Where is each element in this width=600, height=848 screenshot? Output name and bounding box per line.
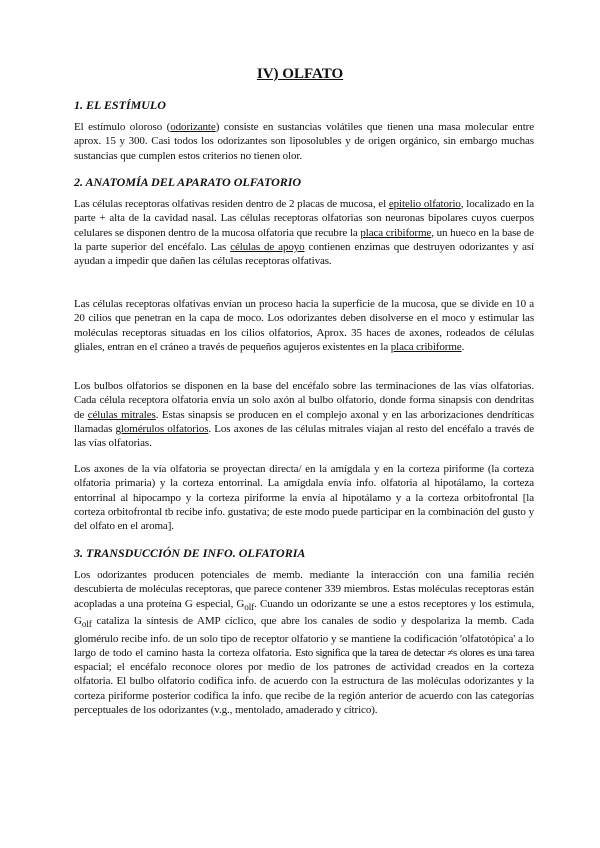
section-heading-anatomia: 2. ANATOMÍA DEL APARATO OLFATORIO: [74, 175, 302, 189]
term-placa-cribiforme: placa cribiforme: [360, 226, 432, 239]
text-segment: Los odorizantes producen potenciales de memb. mediante la interacción con una familia recién descubierta de moléculas receptoras, que parece contener 339 miembros. Estas moléculas receptoras están acopladas a una proteína G especial, G: [74, 569, 534, 610]
text-segment: cataliza la síntesis de AMP cíclico, que abre los canales de sodio y despolariza la memb. Cada glomérulo recibe info. de un solo tipo de receptor olfatorio y se mantiene la codificación 'olfatotópica' a lo largo de todo el camino hasta la corteza olfatoria.: [74, 615, 534, 659]
text-segment: Los bulbos olfatorios se disponen en la base del encéfalo sobre las terminaciones de las vías olfatorias. Cada célula receptora olfatoria envía un solo axón al bulbo olfatorio, donde forma sinapsis con dendritas de: [74, 380, 534, 421]
text-segment: Las células receptoras olfativas envían un proceso hacia la superficie de la mucosa, que se divide en 10 a 20 cilios que penetran en la capa de moco. Los odorizantes deben disolverse en el moco y estimular las moléculas receptoras situadas en los cilios olfatorios, Aprox. 35 haces de axones, rodeados de células gliales, entran en el cráneo a través de pequeños agujeros existentes en la: [74, 298, 534, 353]
text-segment: Las células receptoras olfativas residen dentro de 2 placas de mucosa, el: [74, 198, 389, 210]
text-segment: . Los axones de las células mitrales viajan al resto del encéfalo a través de las vías olfatorias.: [74, 422, 534, 450]
subscript-olf: olf: [244, 601, 255, 612]
paragraph-anatomia-3: [74, 379, 534, 450]
text-segment: .: [461, 340, 465, 353]
term-epitelio-olfatorio: epitelio olfatorio: [388, 198, 461, 210]
subscript-olf: olf: [81, 619, 92, 630]
paragraph-anatomia-2: [74, 297, 534, 354]
term-placa-cribiforme: placa cribiforme: [390, 340, 462, 353]
paragraph-anatomia-1: [74, 197, 534, 268]
page-title: IV) OLFATO: [256, 66, 344, 82]
text-segment: ) consiste en sustancias volátiles que tienen una masa molecular entre aprox. 15 y 300. Casi todos los odorizantes son liposolubles y de origen orgánico, sin embargo muchas sustancias que cumplen estos criterios no tienen olor.: [74, 121, 534, 162]
text-segment: , localizado en la parte + alta de la cavidad nasal. Las células receptoras olfatorias son neuronas bipolares cuyos cuerpos celulares se disponen dentro de la mucosa olfatoria que recubre la: [74, 198, 535, 239]
section-heading-estimulo: 1. EL ESTÍMULO: [74, 98, 166, 112]
text-segment: , un hueco en la base de la parte superior del encéfalo. Las: [74, 226, 534, 253]
text-segment: . Cuando un odorizante se une a estos receptores y los estimula, G: [74, 597, 534, 628]
emphasized-text: Esto significa que la tarea de detectar ≠s olores es una tarea: [295, 646, 534, 659]
term-celulas-mitrales: células mitrales: [87, 408, 156, 421]
term-odorizante: odorizante: [170, 121, 216, 133]
text-segment: El estímulo oloroso (: [74, 121, 171, 133]
text-segment: espacial; el encéfalo reconoce olores por medio de los patrones de actividad creados en la corteza olfatoria. El bulbo olfatorio codifica info. de acuerdo con la estructura de las moléculas odorizantes y la corteza piriforme posterior codifica la info. que recibe de la región anterior de acuerdo con las categorías perceptuales de los odorizantes (v.g., mentolado, amaderado y cítrico).: [74, 661, 534, 717]
paragraph-transduccion: [74, 568, 534, 717]
text-segment: . Estas sinapsis se producen en el complejo axonal y en las arborizaciones dendríticas llamadas: [74, 408, 534, 435]
paragraph-anatomia-4: Los axones de la vía olfatoria se proyectan directa/ en la amígdala y en la corteza piriforme (la corteza olfatoria primaria) y la corteza entorrinal. La amígdala envía info. olfatoria al hipotálamo, la corteza entorrinal al hipocampo y la corteza piriforme la envía al hipotálamo y a la corteza orbitofrontal [la corteza orbitofrontal tb recibe info. gustativa; de este modo puede participar en la combinación del gusto y del olfato en el aroma].: [74, 463, 534, 533]
term-celulas-de-apoyo: células de apoyo: [230, 240, 305, 253]
section-heading-transduccion: 3. TRANSDUCCIÓN DE INFO. OLFATORIA: [74, 546, 306, 560]
term-glomerulos-olfatorios: glomérulos olfatorios: [115, 422, 209, 435]
text-segment: contienen enzimas que destruyen odorizantes y así ayudan a impedir que dañen las células receptoras olfativas.: [74, 240, 535, 268]
paragraph-estimulo: [74, 120, 534, 163]
